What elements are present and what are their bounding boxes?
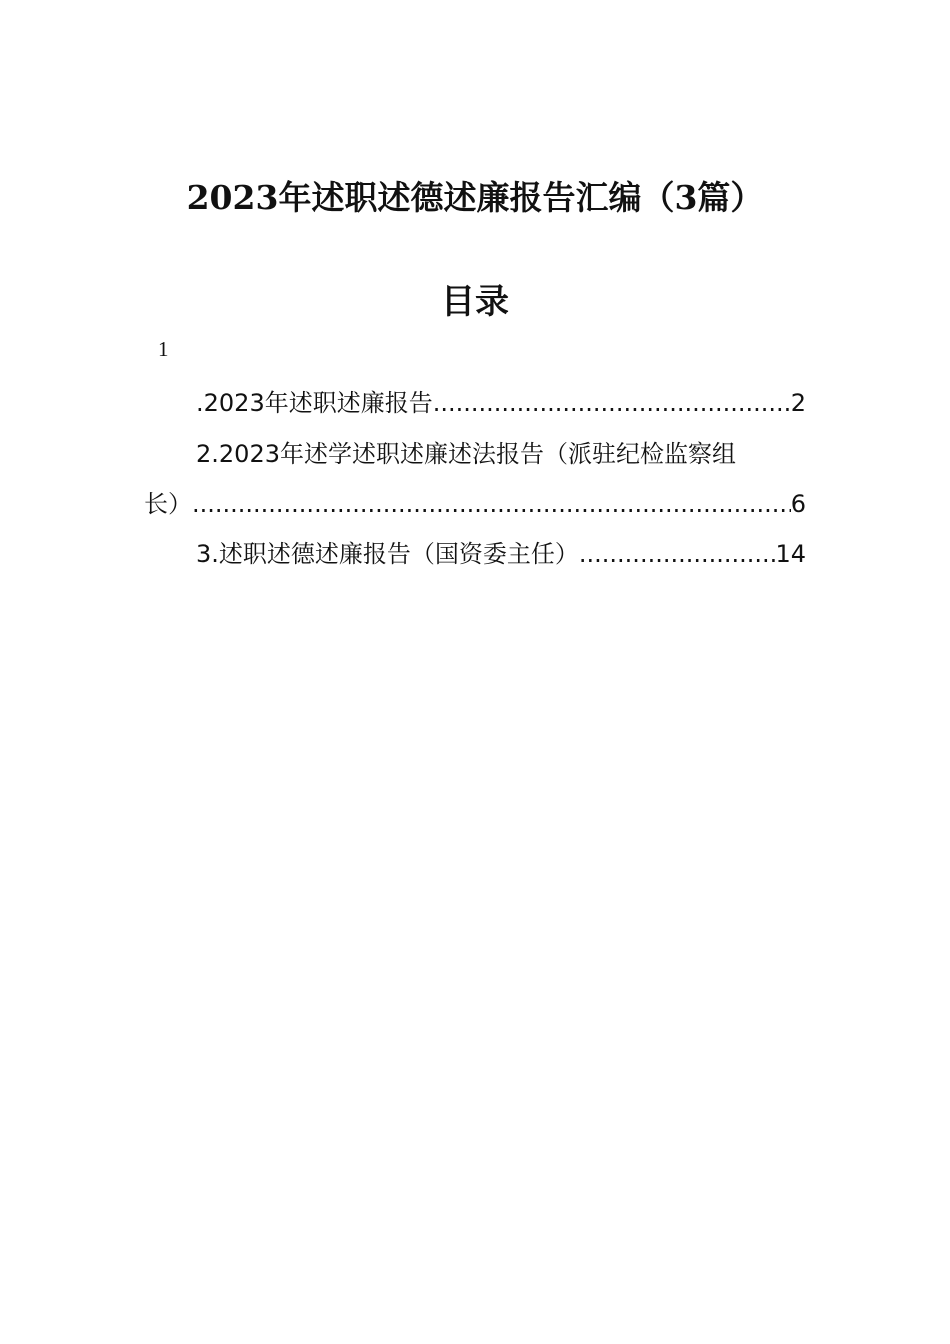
toc-heading: 目录 — [441, 282, 509, 322]
toc-entry-2-text: 长） — [144, 490, 192, 518]
toc-entry-3[interactable] — [196, 534, 806, 569]
toc-leader-dots — [579, 540, 776, 568]
toc-entry-1-text: .2023年述职述廉报告 — [196, 389, 433, 417]
document-title: 2023年述职述德述廉报告汇编（3篇） — [186, 178, 764, 217]
toc-entry-1[interactable] — [196, 383, 806, 418]
toc-entry-1-page: 2 — [790, 389, 806, 417]
toc-leader-dots — [192, 490, 791, 518]
toc-entry-2-page: 6 — [790, 490, 806, 518]
toc-entry-2-line1[interactable]: 2.2023年述学述职述廉述法报告（派驻纪检监察组 — [196, 440, 736, 468]
toc-leader-dots — [433, 389, 791, 417]
toc-entry-3-text: 3.述职述德述廉报告（国资委主任） — [196, 540, 579, 568]
toc-entry-2[interactable] — [144, 484, 806, 519]
toc-entry-3-page: 14 — [775, 540, 806, 568]
page-number-marker: 1 — [158, 337, 169, 361]
